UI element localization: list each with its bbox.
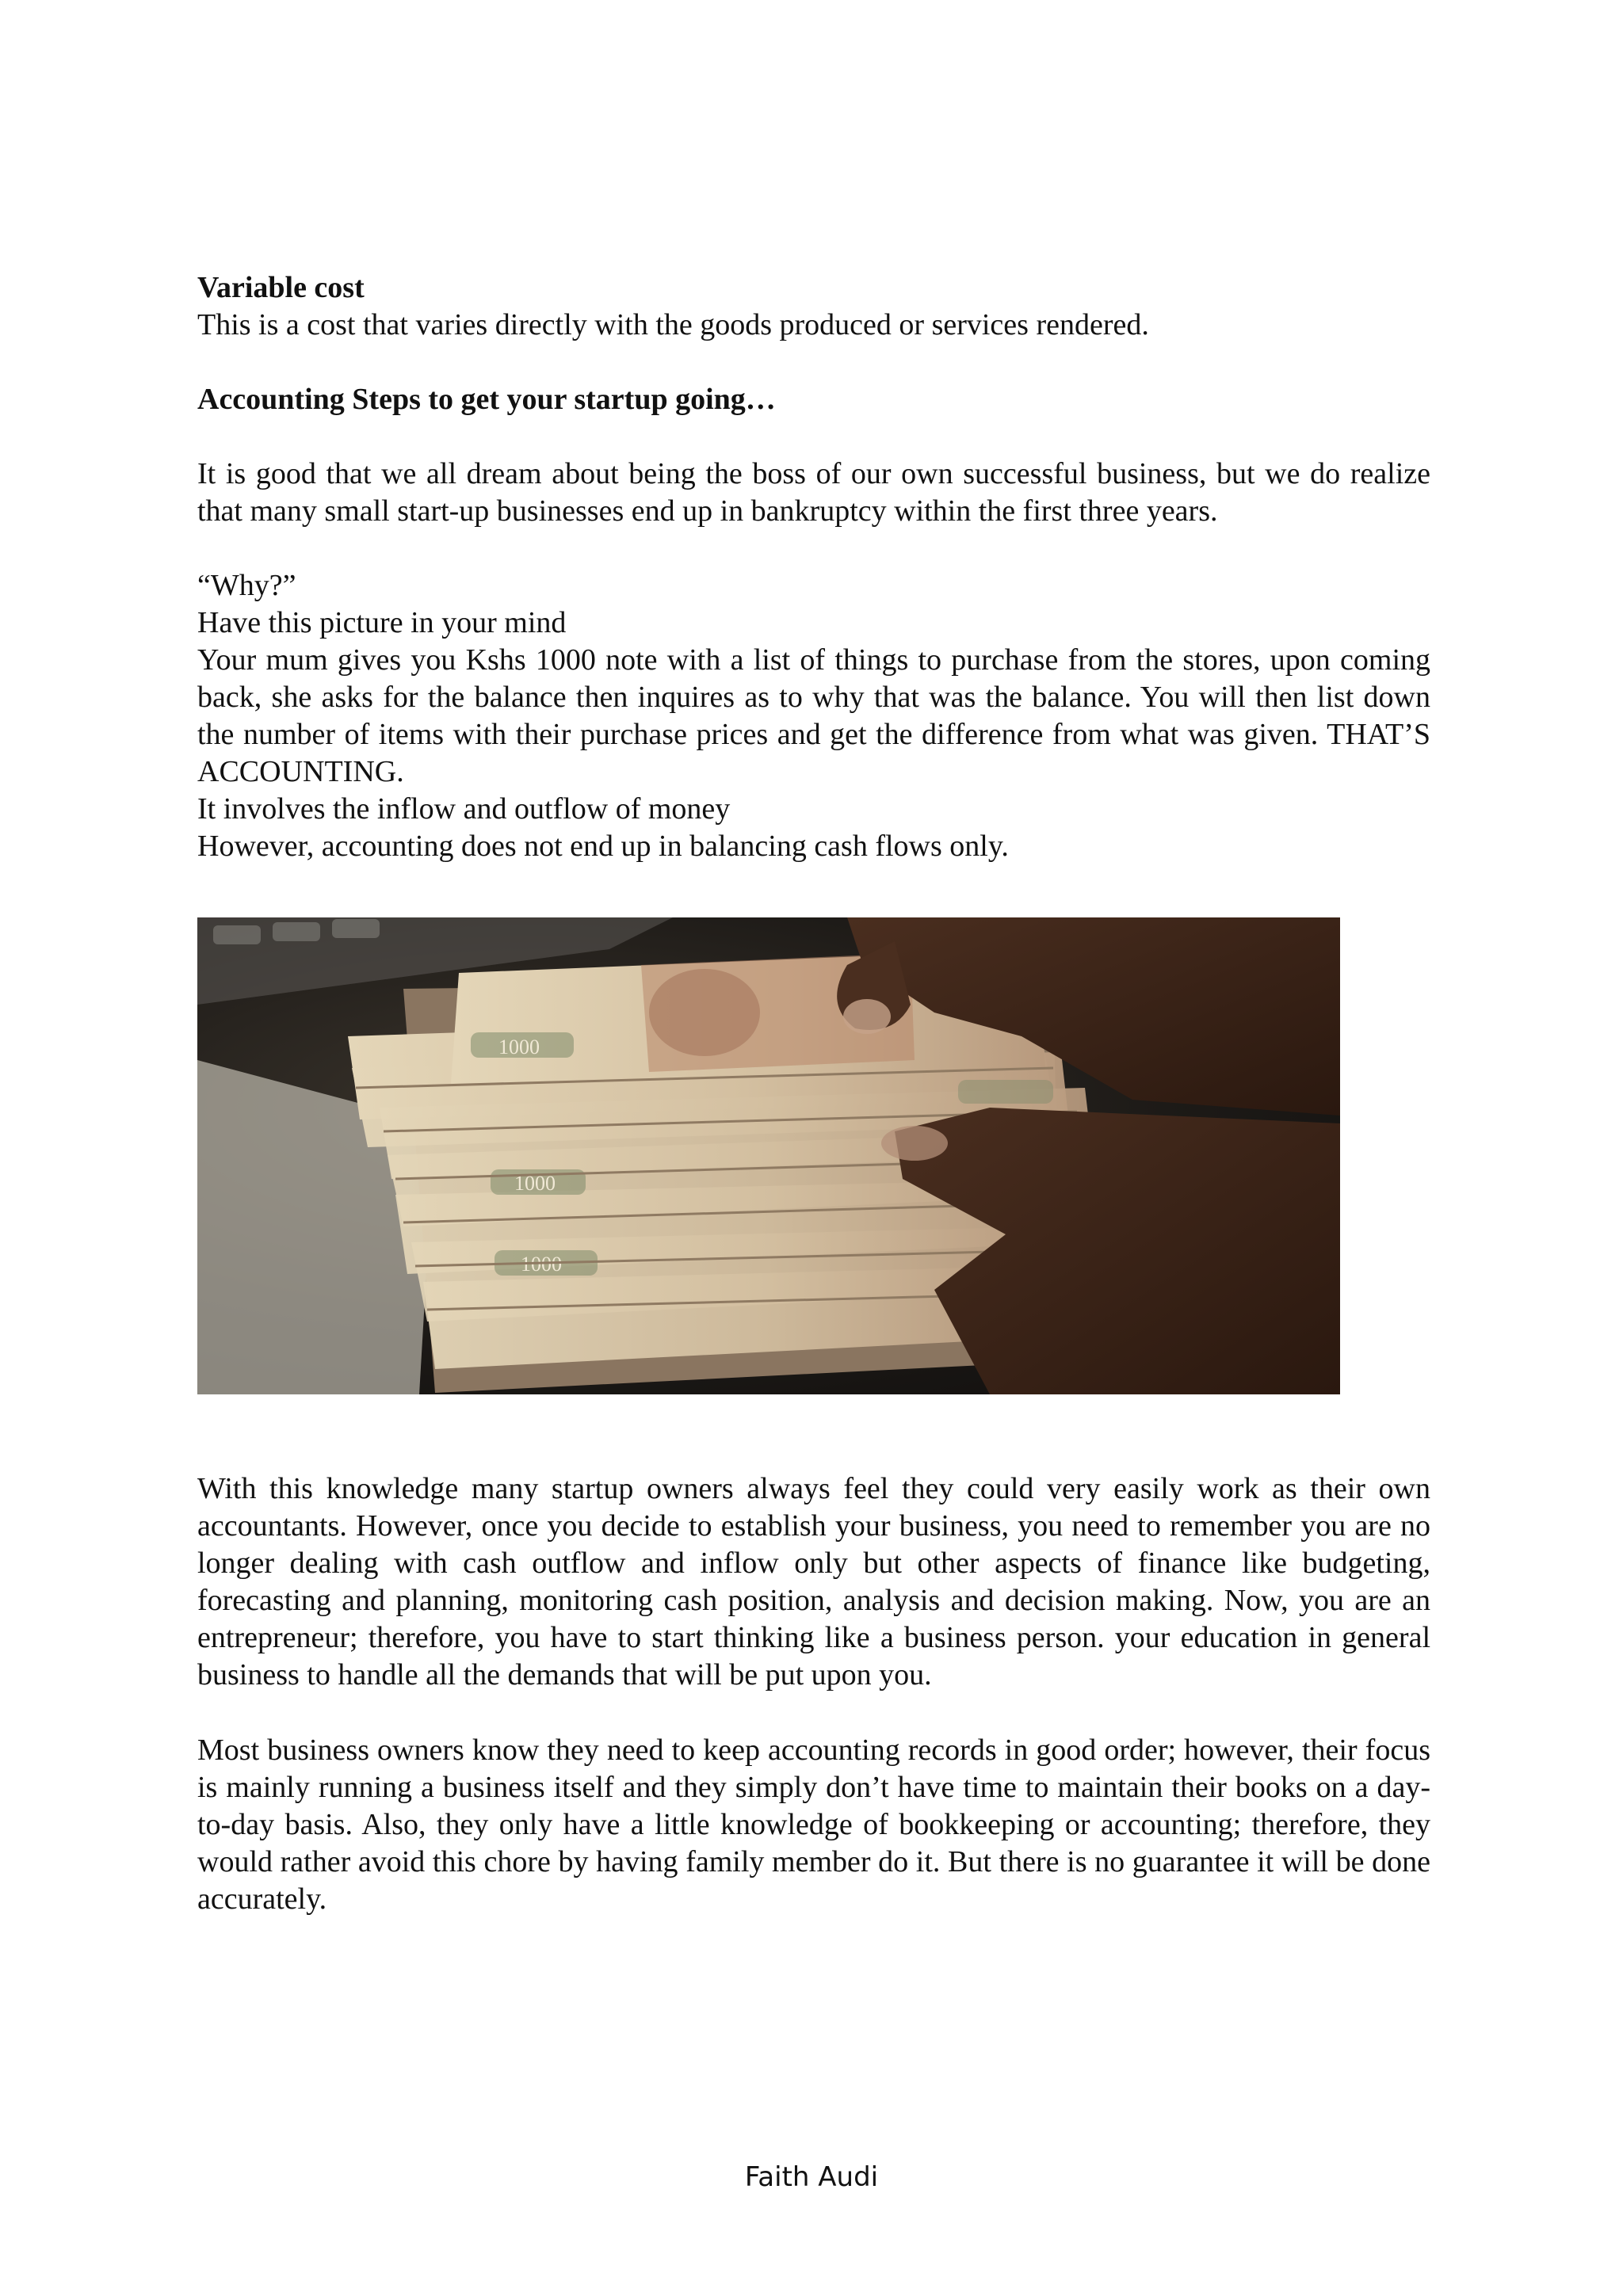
banknote-value-label: 1000 <box>514 1172 556 1195</box>
story-paragraph: Your mum gives you Kshs 1000 note with a list of things to purchase from the stores, upon coming back, she asks for the balance then inquires as to why that was the balance. You will then list down the number of items with their purchase prices and get the difference from what was given. THAT’S ACCOUNTING. <box>197 643 1430 788</box>
business-owners-paragraph: Most business owners know they need to keep accounting records in good order; however, their focus is mainly running a business itself and they simply don’t have time to maintain their books on a day-to-day basis. Also, they only have a little knowledge of bookkeeping or accounting; therefore, they would rather avoid this chore by having family member do it. But there is no guarantee it will be done accurately. <box>197 1733 1430 1916</box>
heading-variable-cost: Variable cost <box>197 271 365 304</box>
footer-author: Faith Audi <box>744 2161 879 2193</box>
flow-line: It involves the inflow and outflow of money <box>197 792 731 826</box>
knowledge-paragraph: With this knowledge many startup owners always feel they could very easily work as their own accountants. However, once you decide to establish your business, you need to remember you are no longer dealing with cash outflow and inflow only but other aspects of finance like budgeting, forecasting and planning, monitoring cash position, analysis and decision making. Now, you are an entrepreneur; therefore, you have to start thinking like a business person. your education in general business to handle all the demands that will be put upon you. <box>197 1472 1430 1691</box>
money-photo <box>197 917 1340 1394</box>
intro-paragraph: It is good that we all dream about being the boss of our own successful business, but we do realize that many small start-up businesses end up in bankruptcy within the first three years. <box>197 457 1430 528</box>
banknote-value-label: 1000 <box>521 1253 562 1276</box>
banknote-value-label: 1000 <box>498 1035 540 1058</box>
however-line: However, accounting does not end up in balancing cash flows only. <box>197 830 1009 863</box>
heading-accounting-steps: Accounting Steps to get your startup going… <box>197 383 776 416</box>
money-stack-illustration <box>197 917 1340 1394</box>
page-content <box>197 269 1430 1918</box>
why-line: “Why?” <box>197 569 296 602</box>
picture-line: Have this picture in your mind <box>197 606 567 639</box>
variable-cost-definition: This is a cost that varies directly with the goods produced or services rendered. <box>197 308 1149 341</box>
